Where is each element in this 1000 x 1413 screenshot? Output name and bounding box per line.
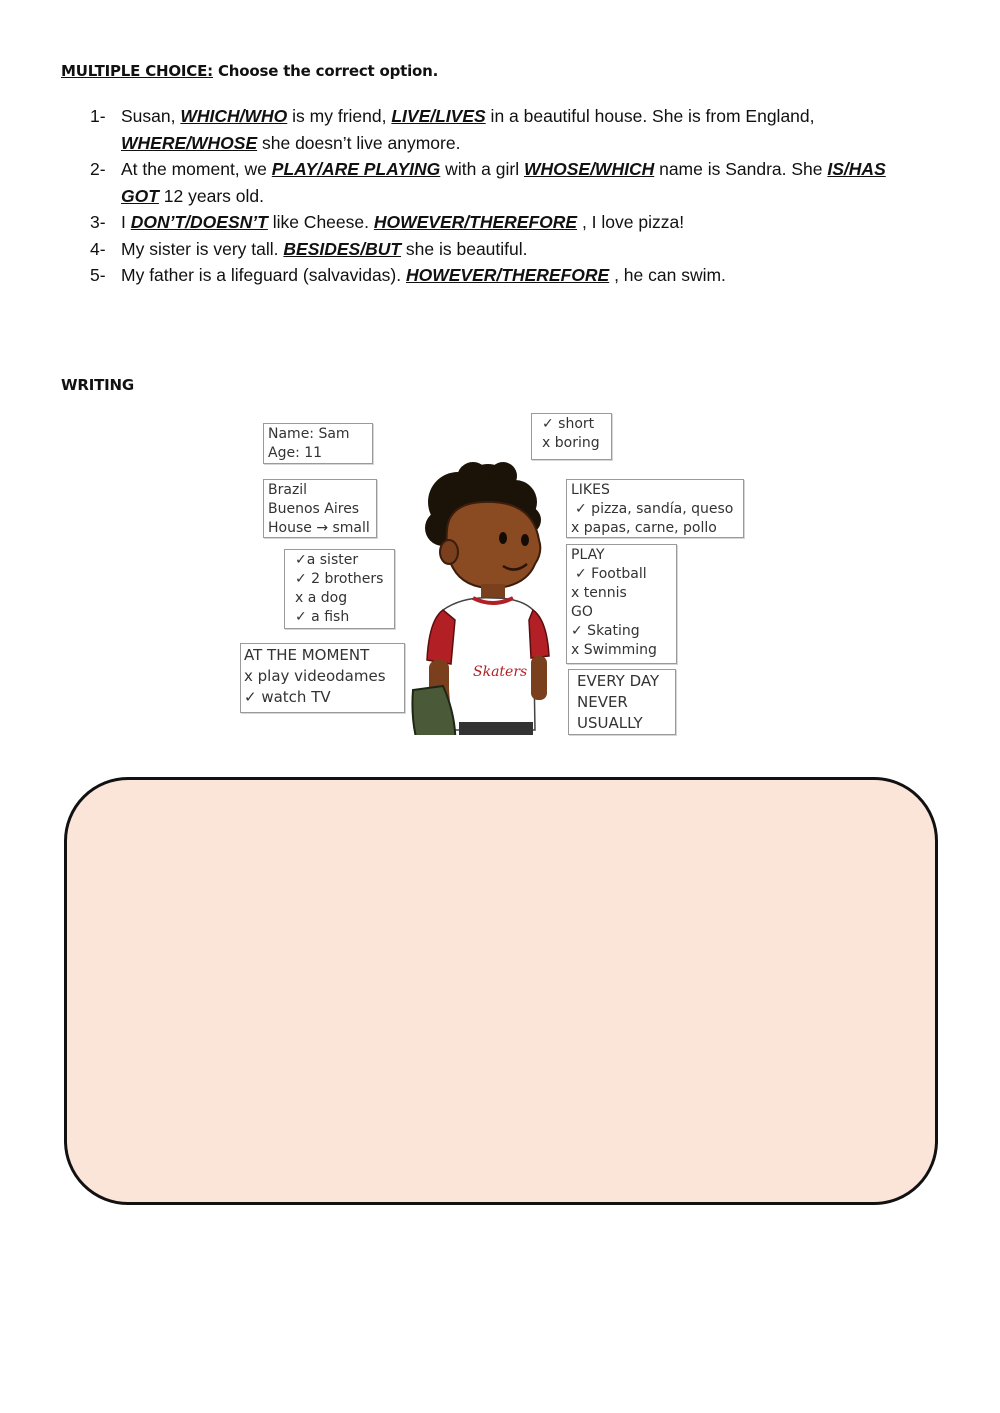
- shirt-text: Skaters: [473, 664, 528, 680]
- exercise-text: [121, 103, 920, 156]
- card-line: LIKES: [571, 482, 610, 498]
- card-line: x papas, carne, pollo: [571, 520, 717, 536]
- exercise-item: [90, 262, 920, 289]
- card-line: x a dog: [295, 590, 348, 606]
- exercise-number: 4-: [90, 238, 106, 259]
- answer-options[interactable]: PLAY/ARE PLAYING: [271, 159, 441, 179]
- exercise-number: 3-: [90, 212, 106, 232]
- multiple-choice-heading: [61, 62, 438, 80]
- card-line: x play videodames: [244, 667, 386, 685]
- sentence-fragment: is my friend,: [287, 106, 392, 126]
- sentence-fragment: I: [121, 212, 131, 232]
- answer-options[interactable]: WHOSE/WHICH: [523, 159, 655, 179]
- card-line: x Swimming: [571, 642, 657, 658]
- answer-options[interactable]: WHERE/WHOSE: [121, 132, 258, 153]
- card-line: Age: 11: [268, 445, 323, 461]
- play-card: [566, 544, 677, 664]
- multiple-choice-title: MULTIPLE CHOICE:: [61, 62, 213, 80]
- card-line: NEVER: [577, 693, 628, 711]
- frequency-card: [568, 669, 676, 735]
- card-line: ✓a sister: [295, 552, 359, 568]
- card-line: Buenos Aires: [268, 501, 360, 517]
- answer-options[interactable]: DON’T/DOESN’T: [130, 212, 268, 232]
- sentence-fragment: My father is a lifeguard (salvavidas).: [121, 265, 406, 285]
- sentence-fragment: like Cheese.: [267, 212, 374, 232]
- card-line: Name: Sam: [268, 426, 350, 442]
- card-line: ✓ a fish: [295, 609, 350, 625]
- exercise-item: [90, 103, 920, 156]
- card-line: ✓ Skating: [571, 623, 640, 639]
- sentence-fragment: with a girl: [440, 159, 524, 179]
- card-line: x tennis: [571, 585, 627, 601]
- exercise-text: [121, 209, 920, 236]
- multiple-choice-instruction: Choose the correct option.: [212, 62, 439, 80]
- writing-answer-box[interactable]: [64, 777, 938, 1205]
- exercise-text: [121, 236, 920, 263]
- place-card: [263, 479, 377, 538]
- card-line: ✓ watch TV: [244, 688, 331, 706]
- exercise-item: [90, 156, 920, 209]
- exercise-item: [90, 236, 920, 263]
- answer-options[interactable]: IS/HAS GOT: [121, 159, 886, 206]
- exercise-item: [90, 209, 920, 236]
- sentence-fragment: 12 years old.: [158, 185, 264, 206]
- card-line: House → small: [268, 520, 370, 536]
- family-card: [284, 549, 395, 629]
- sentence-fragment: she is beautiful.: [401, 238, 528, 259]
- card-line: ✓ short: [542, 416, 595, 432]
- writing-prompt-picture: [230, 405, 760, 740]
- card-line: x boring: [542, 435, 600, 451]
- card-line: USUALLY: [577, 714, 643, 732]
- exercise-text: [121, 262, 920, 289]
- writing-heading: WRITING: [61, 376, 134, 394]
- card-line: AT THE MOMENT: [244, 646, 370, 664]
- traits-card: [531, 413, 612, 460]
- answer-options[interactable]: HOWEVER/THEREFORE: [373, 212, 578, 232]
- answer-options[interactable]: LIVE/LIVES: [391, 106, 486, 126]
- sentence-fragment: At the moment, we: [121, 159, 272, 179]
- sentence-fragment: Susan,: [121, 106, 181, 126]
- card-line: GO: [571, 604, 593, 620]
- card-line: ✓ pizza, sandía, queso: [575, 501, 734, 517]
- sentence-fragment: My sister is very tall.: [121, 238, 284, 259]
- sentence-fragment: in a beautiful house. She is from England,: [485, 106, 815, 126]
- answer-options[interactable]: HOWEVER/THEREFORE: [405, 265, 610, 285]
- card-line: EVERY DAY: [577, 672, 660, 690]
- name-age-card: [263, 423, 373, 464]
- sentence-fragment: she doesn’t live anymore.: [257, 132, 461, 153]
- answer-options[interactable]: BESIDES/BUT: [283, 238, 402, 259]
- exercise-number: 5-: [90, 265, 106, 285]
- sentence-fragment: , he can swim.: [609, 265, 726, 285]
- exercise-list: [90, 103, 920, 289]
- exercise-number: 2-: [90, 159, 106, 179]
- sentence-fragment: name is Sandra. She: [654, 159, 828, 179]
- at-the-moment-card: [240, 643, 405, 713]
- card-line: Brazil: [268, 482, 308, 498]
- likes-card: [566, 479, 744, 538]
- exercise-number: 1-: [90, 106, 106, 126]
- card-line: ✓ 2 brothers: [295, 571, 384, 587]
- card-line: PLAY: [571, 547, 605, 563]
- boy-with-skateboard-illustration: [403, 460, 563, 735]
- exercise-text: [121, 156, 920, 209]
- answer-options[interactable]: WHICH/WHO: [180, 106, 288, 126]
- sentence-fragment: , I love pizza!: [577, 212, 685, 232]
- card-line: ✓ Football: [575, 566, 647, 582]
